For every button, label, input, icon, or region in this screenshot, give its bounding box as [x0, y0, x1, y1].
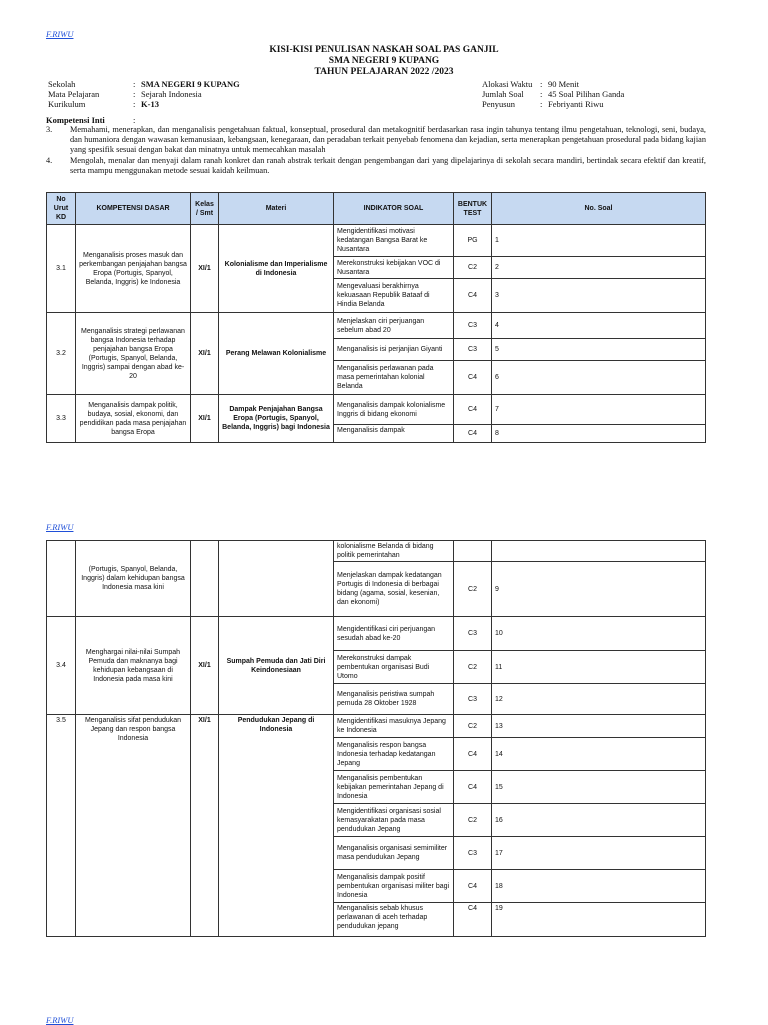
materi: Dampak Penjajahan Bangsa Eropa (Portugis, Spanyol, Belanda, Inggris) bagi Indonesia: [219, 395, 334, 443]
kompetensi-dasar: Menganalisis strategi perlawanan bangsa Indonesia terhadap penjajahan bangsa Eropa (Portugis, Spanyol, Belanda, Inggris) sampai dengan abad ke-20: [76, 313, 191, 395]
table-row: [47, 541, 706, 562]
meta-key: Mata Pelajaran: [48, 89, 100, 99]
no-soal: 18: [492, 870, 706, 903]
table-row: [47, 617, 706, 651]
no-soal: 9: [492, 562, 706, 617]
kd-number: 3.4: [47, 617, 76, 715]
materi: Sumpah Pemuda dan Jati Diri Keindonesiaan: [219, 617, 334, 715]
no-soal: 13: [492, 715, 706, 738]
indikator-soal: Menganalisis dampak kolonialisme Inggris di bidang ekonomi: [334, 395, 454, 425]
meta-value: Sejarah Indonesia: [141, 89, 202, 99]
no-soal: 5: [492, 339, 706, 361]
bentuk-test: C2: [454, 651, 492, 684]
kelas-smt: XI/1: [191, 715, 219, 937]
no-soal: [492, 541, 706, 562]
indikator-soal: Merekonstruksi dampak pembentukan organisasi Budi Utomo: [334, 651, 454, 684]
indikator-soal: Menganalisis isi perjanjian Giyanti: [334, 339, 454, 361]
indikator-soal: Menjelaskan dampak kedatangan Portugis di Indonesia di berbagai bidang (agama, sosial, kesenian, dan ekonomi): [334, 562, 454, 617]
no-soal: 17: [492, 837, 706, 870]
meta-key: Penyusun: [482, 99, 516, 109]
author-link[interactable]: F.RIWU: [46, 522, 74, 532]
column-header: Materi: [219, 193, 334, 225]
indikator-soal: Merekonstruksi kebijakan VOC di Nusantara: [334, 257, 454, 279]
kd-number: 3.3: [47, 395, 76, 443]
doc-title-line2: SMA NEGERI 9 KUPANG: [328, 56, 440, 66]
bentuk-test: C2: [454, 804, 492, 837]
bentuk-test: C4: [454, 279, 492, 313]
table-row: [47, 395, 706, 425]
bentuk-test: PG: [454, 225, 492, 257]
kompetensi-dasar: (Portugis, Spanyol, Belanda, Inggris) dalam kehidupan bangsa Indonesia masa kini: [76, 541, 191, 617]
materi: [219, 541, 334, 617]
kompetensi-dasar: Menganalisis proses masuk dan perkembangan penjajahan bangsa Eropa (Portugis, Spanyol, Belanda, Inggris) ke Indonesia: [76, 225, 191, 313]
doc-title-line1: KISI-KISI PENULISAN NASKAH SOAL PAS GANJIL: [269, 45, 499, 55]
meta-left: Sekolah : SMA NEGERI 9 KUPANG Mata Pelajaran : Sejarah Indonesia Kurikulum : K-13: [48, 79, 240, 109]
column-header: Kelas / Smt: [191, 193, 219, 225]
bentuk-test: C3: [454, 617, 492, 651]
kd-number: [47, 541, 76, 617]
no-soal: 12: [492, 684, 706, 715]
kompetensi-item: [46, 125, 706, 155]
no-soal: 3: [492, 279, 706, 313]
indikator-soal: Menganalisis pembentukan kebijakan pemerintahan Jepang di Indonesia: [334, 771, 454, 804]
kelas-smt: XI/1: [191, 395, 219, 443]
materi: Perang Melawan Kolonialisme: [219, 313, 334, 395]
indikator-soal: Menganalisis respon bangsa Indonesia terhadap kedatangan Jepang: [334, 738, 454, 771]
no-soal: 11: [492, 651, 706, 684]
doc-title-line3: TAHUN PELAJARAN 2022 /2023: [314, 67, 454, 77]
indikator-soal: Menganalisis organisasi semimiliter masa pendudukan Jepang: [334, 837, 454, 870]
kisi-table-page2: [46, 540, 706, 937]
bentuk-test: C4: [454, 903, 492, 937]
table-header-row: [47, 193, 706, 225]
table-row: [47, 715, 706, 738]
kompetensi-item: [46, 156, 706, 176]
bentuk-test: C3: [454, 837, 492, 870]
indikator-soal: Menjelaskan ciri perjuangan sebelum abad 20: [334, 313, 454, 339]
kelas-smt: XI/1: [191, 617, 219, 715]
kompetensi-item-text: Mengolah, menalar dan menyaji dalam ranah konkret dan ranah abstrak terkait dengan pengembangan dari yang dipelajarinya di sekolah secara mandiri, bertindak secara efektif dan kreatif, serta mampu menggunakan metode sesuai kaidah keilmuan.: [70, 156, 706, 175]
table-row: [47, 225, 706, 257]
kompetensi-item-number: 3.: [46, 125, 53, 134]
indikator-soal: Menganalisis dampak positif pembentukan organisasi militer bagi Indonesia: [334, 870, 454, 903]
no-soal: 19: [492, 903, 706, 937]
kelas-smt: XI/1: [191, 225, 219, 313]
bentuk-test: C3: [454, 684, 492, 715]
indikator-soal: Mengidentifikasi ciri perjuangan sesudah abad ke-20: [334, 617, 454, 651]
bentuk-test: C3: [454, 339, 492, 361]
kompetensi-dasar: Menganalisis sifat pendudukan Jepang dan respon bangsa Indonesia: [76, 715, 191, 937]
no-soal: 4: [492, 313, 706, 339]
bentuk-test: C3: [454, 313, 492, 339]
table-row: [47, 313, 706, 339]
no-soal: 1: [492, 225, 706, 257]
bentuk-test: C2: [454, 715, 492, 738]
column-header: BENTUK TEST: [454, 193, 492, 225]
materi: Pendudukan Jepang di Indonesia: [219, 715, 334, 937]
column-header: No. Soal: [492, 193, 706, 225]
indikator-soal: Menganalisis peristiwa sumpah pemuda 28 Oktober 1928: [334, 684, 454, 715]
column-header: No Urut KD: [47, 193, 76, 225]
kompetensi-inti-colon: :: [133, 115, 136, 125]
indikator-soal: Mengevaluasi berakhirnya kekuasaan Republik Bataaf di Hindia Belanda: [334, 279, 454, 313]
author-link[interactable]: F.RIWU: [46, 1015, 74, 1025]
bentuk-test: C4: [454, 425, 492, 443]
no-soal: 14: [492, 738, 706, 771]
bentuk-test: C4: [454, 870, 492, 903]
kompetensi-item-number: 4.: [46, 156, 53, 165]
meta-key: Sekolah: [48, 79, 76, 89]
bentuk-test: C4: [454, 361, 492, 395]
no-soal: 7: [492, 395, 706, 425]
indikator-soal: Mengidentifikasi motivasi kedatangan Bangsa Barat ke Nusantara: [334, 225, 454, 257]
kelas-smt: [191, 541, 219, 617]
meta-value: K-13: [141, 99, 159, 109]
no-soal: 6: [492, 361, 706, 395]
indikator-soal: Menganalisis perlawanan pada masa pemerintahan kolonial Belanda: [334, 361, 454, 395]
meta-value: SMA NEGERI 9 KUPANG: [141, 79, 240, 89]
no-soal: 16: [492, 804, 706, 837]
column-header: INDIKATOR SOAL: [334, 193, 454, 225]
kd-number: 3.2: [47, 313, 76, 395]
meta-value: 45 Soal Pilihan Ganda: [548, 89, 625, 99]
kelas-smt: XI/1: [191, 313, 219, 395]
indikator-soal: Mengidentifikasi organisasi sosial kemasyarakatan pada masa pendudukan Jepang: [334, 804, 454, 837]
kompetensi-inti-title: Kompetensi Inti: [46, 115, 105, 125]
indikator-soal: kolonialisme Belanda di bidang politik pemerintahan: [334, 541, 454, 562]
meta-key: Jumlah Soal: [482, 89, 524, 99]
kompetensi-item-text: Memahami, menerapkan, dan menganalisis pengetahuan faktual, konseptual, prosedural dan metakognitif berdasarkan rasa ingin tahunya tentang ilmu pengetahuan, teknologi, seni, budaya, dan humaniora dengan wawasan kemanusiaan, kebangsaan, kenegaraan, dan peradaban terkait penyebab fenomena dan kejadian, serta menerapkan pengetahuan prosedural pada bidang kajian yang spesifik sesuai dengan bakat dan minatnya untuk memecahkan masalah: [70, 125, 706, 154]
indikator-soal: Mengidentifikasi masuknya Jepang ke Indonesia: [334, 715, 454, 738]
kompetensi-dasar: Menganalisis dampak politik, budaya, sosial, ekonomi, dan pendidikan pada masa penjajahan bangsa Eropa: [76, 395, 191, 443]
meta-value: 90 Menit: [548, 79, 579, 89]
author-link[interactable]: F.RIWU: [46, 29, 74, 39]
bentuk-test: C2: [454, 257, 492, 279]
indikator-soal: Menganalisis dampak: [334, 425, 454, 443]
no-soal: 10: [492, 617, 706, 651]
indikator-soal: Menganalisis sebab khusus perlawanan di aceh terhadap pendudukan jepang: [334, 903, 454, 937]
bentuk-test: C4: [454, 738, 492, 771]
meta-right: Alokasi Waktu : 90 Menit Jumlah Soal : 45 Soal Pilihan Ganda Penyusun : Febriyanti Riwu: [482, 79, 625, 109]
kompetensi-dasar: Menghargai nilai-nilai Sumpah Pemuda dan maknanya bagi kehidupan kebangsaan di Indonesia pada masa kini: [76, 617, 191, 715]
kd-number: 3.1: [47, 225, 76, 313]
bentuk-test: C4: [454, 395, 492, 425]
kd-number: 3.5: [47, 715, 76, 937]
bentuk-test: [454, 541, 492, 562]
materi: Kolonialisme dan Imperialisme di Indonesia: [219, 225, 334, 313]
meta-key: Alokasi Waktu: [482, 79, 533, 89]
no-soal: 8: [492, 425, 706, 443]
bentuk-test: C4: [454, 771, 492, 804]
no-soal: 2: [492, 257, 706, 279]
no-soal: 15: [492, 771, 706, 804]
column-header: KOMPETENSI DASAR: [76, 193, 191, 225]
meta-key: Kurikulum: [48, 99, 86, 109]
meta-value: Febriyanti Riwu: [548, 99, 604, 109]
bentuk-test: C2: [454, 562, 492, 617]
kisi-table-page1: [46, 192, 706, 443]
